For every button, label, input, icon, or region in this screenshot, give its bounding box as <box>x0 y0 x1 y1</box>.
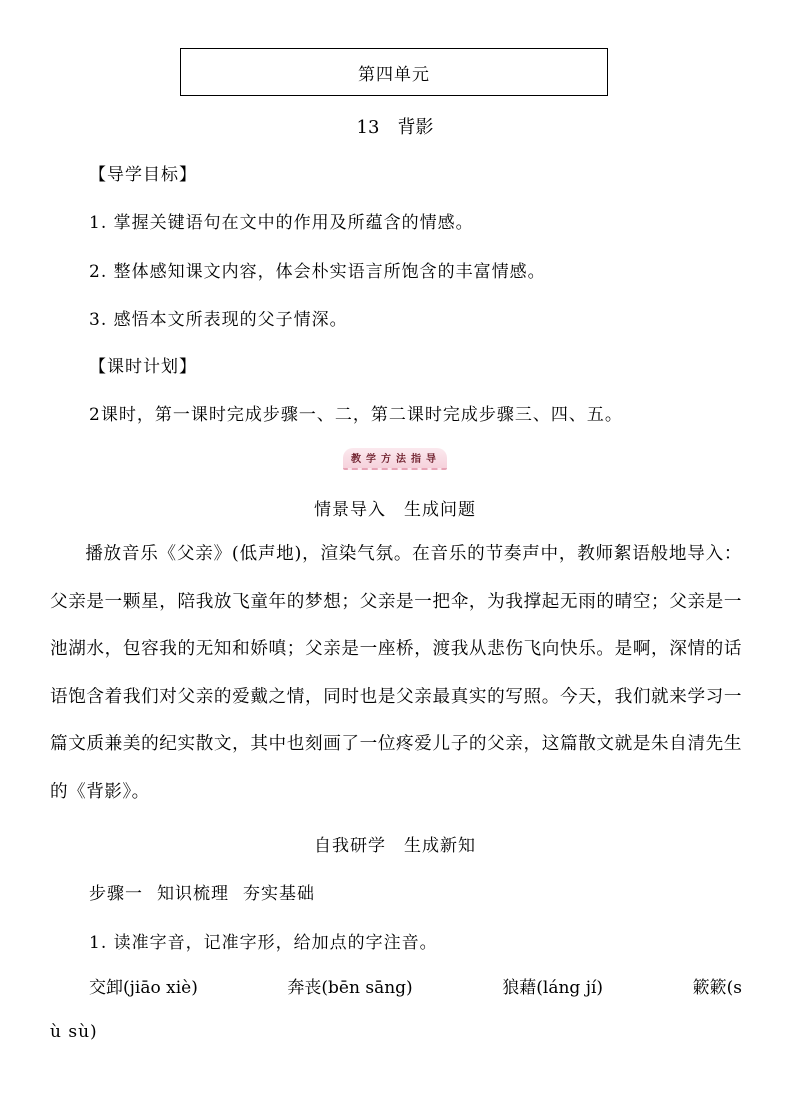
section-heading-right: 生成问题 <box>404 500 476 520</box>
section-heading-intro <box>0 495 790 520</box>
task-one: 1. 读准字音，记准字形，给加点的字注音。 <box>89 933 438 953</box>
step-label: 步骤一 <box>89 884 143 904</box>
unit-title: 第四单元 <box>358 64 430 85</box>
intro-paragraph: 播放音乐《父亲》(低声地)，渲染气氛。在音乐的节奏声中，教师絮语般地导入：父亲是一颗星，陪我放飞童年的梦想；父亲是一把伞，为我撑起无雨的晴空；父亲是一池湖水，包容我的无知和娇嗔；父亲是一座桥，渡我从悲伤飞向快乐。是啊，深情的话语饱含着我们对父亲的爱戴之情，同时也是父亲最真实的写照。今天，我们就来学习一篇文质兼美的纪实散文，其中也刻画了一位疼爱儿子的父亲，这篇散文就是朱自清先生的《背影》。 <box>50 544 742 802</box>
section-heading-left: 情景导入 <box>314 500 386 520</box>
pinyin-item: 奔丧(bēn sāng) <box>287 978 413 998</box>
lesson-title <box>0 113 790 139</box>
pinyin-tail: ù sù) <box>50 1022 98 1042</box>
goals-heading: 【导学目标】 <box>89 165 197 185</box>
pinyin-item: 交卸(jiāo xiè) <box>89 978 198 998</box>
unit-title-box <box>180 48 608 96</box>
section-heading-right: 生成新知 <box>404 836 476 856</box>
lesson-number: 13 <box>356 117 380 138</box>
pinyin-item: 狼藉(láng jí) <box>502 978 604 998</box>
lesson-name: 背影 <box>397 117 434 138</box>
goal-item-1: 1. 掌握关键语句在文中的作用及所蕴含的情感。 <box>89 213 474 233</box>
step-title-left: 知识梳理 <box>157 884 229 904</box>
pinyin-item: 簌簌(s <box>692 978 742 998</box>
method-badge-wrap <box>0 448 790 470</box>
pinyin-row <box>89 973 742 998</box>
plan-text: 2课时，第一课时完成步骤一、二，第二课时完成步骤三、四、五。 <box>89 405 623 425</box>
step-title-right: 夯实基础 <box>243 884 315 904</box>
step-one-heading <box>89 879 315 904</box>
plan-heading: 【课时计划】 <box>89 357 197 377</box>
section-heading-self-study <box>0 831 790 856</box>
method-badge: 教学方法指导 <box>343 448 447 470</box>
section-heading-left: 自我研学 <box>314 836 386 856</box>
goal-item-2: 2. 整体感知课文内容，体会朴实语言所饱含的丰富情感。 <box>89 262 546 282</box>
goal-item-3: 3. 感悟本文所表现的父子情深。 <box>89 310 348 330</box>
